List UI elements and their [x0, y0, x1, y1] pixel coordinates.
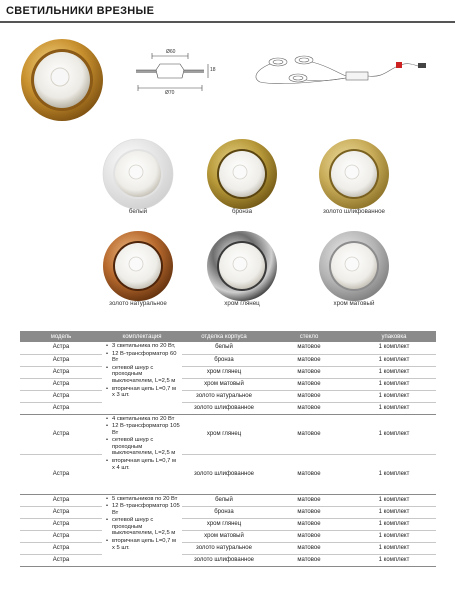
kit-item: • вторичная цепь L=0,7 м х 4 шт.	[106, 458, 180, 471]
table-row	[20, 390, 436, 402]
cell-glass: матовое	[266, 506, 352, 518]
kit-item: • 4 светильника по 20 Вт	[106, 416, 180, 423]
cell-model: Астра	[20, 402, 102, 414]
cell-model: Астра	[20, 378, 102, 390]
cell-glass: матовое	[266, 354, 352, 366]
cell-finish: белый	[182, 494, 266, 506]
table-row	[20, 378, 436, 390]
cell-model: Астра	[20, 518, 102, 530]
cell-glass: матовое	[266, 518, 352, 530]
cell-pack: 1 комплект	[352, 554, 436, 566]
cell-finish: золото шлифованное	[182, 554, 266, 566]
spec-table	[20, 331, 436, 567]
cell-pack: 1 комплект	[352, 506, 436, 518]
cell-kit-group2	[102, 414, 182, 494]
title-divider	[0, 21, 455, 23]
cell-glass: матовое	[266, 366, 352, 378]
cell-pack: 1 комплект	[352, 402, 436, 414]
cell-model: Астра	[20, 506, 102, 518]
table-row	[20, 518, 436, 530]
cell-glass: матовое	[266, 454, 352, 494]
cell-glass: матовое	[266, 554, 352, 566]
cell-pack: 1 комплект	[352, 366, 436, 378]
cell-model: Астра	[20, 554, 102, 566]
cell-kit-group1	[102, 342, 182, 414]
cell-finish: хром глянец	[182, 414, 266, 454]
table-row	[20, 454, 436, 494]
cell-pack: 1 комплект	[352, 378, 436, 390]
dimension-drawing	[132, 48, 220, 98]
kit-item: • сетевой шнур с проходным выключателем, L=2,5 м	[106, 437, 180, 457]
col-header-kit: комплектация	[102, 331, 182, 342]
dim-width-label: Ø60	[166, 49, 176, 55]
cell-model: Астра	[20, 542, 102, 554]
kit-item: • сетевой шнур с проходным выключателем, L=2,5 м	[106, 365, 180, 385]
lamp-chrome-matte	[318, 230, 390, 302]
kit-item: • 12 В-трансформатор 105 Вт	[106, 503, 180, 516]
cell-model: Астра	[20, 366, 102, 378]
cell-model: Астра	[20, 530, 102, 542]
kit-item: • вторичная цепь L=0,7 м х 3 шт.	[106, 386, 180, 399]
cell-pack: 1 комплект	[352, 530, 436, 542]
cell-pack: 1 комплект	[352, 542, 436, 554]
col-header-glass: стекло	[266, 331, 352, 342]
cell-finish: бронза	[182, 354, 266, 366]
cell-pack: 1 комплект	[352, 454, 436, 494]
cell-finish: хром матовый	[182, 530, 266, 542]
cell-glass: матовое	[266, 402, 352, 414]
cell-model: Астра	[20, 342, 102, 354]
col-header-model: модель	[20, 331, 102, 342]
kit-item: • 12 В-трансформатор 60 Вт	[106, 351, 180, 364]
table-row	[20, 542, 436, 554]
table-row	[20, 354, 436, 366]
cell-glass: матовое	[266, 378, 352, 390]
cell-pack: 1 комплект	[352, 390, 436, 402]
table-row	[20, 554, 436, 566]
cell-pack: 1 комплект	[352, 494, 436, 506]
finish-label-chrome-glossy: хром глянец	[224, 300, 260, 307]
cell-pack: 1 комплект	[352, 518, 436, 530]
cell-finish: золото натуральное	[182, 542, 266, 554]
page-title: СВЕТИЛЬНИКИ ВРЕЗНЫЕ	[6, 5, 155, 17]
table-row	[20, 414, 436, 454]
cell-pack: 1 комплект	[352, 342, 436, 354]
wiring-diagram	[248, 48, 433, 92]
lamp-bronze	[206, 138, 278, 210]
cell-finish: золото шлифованное	[182, 402, 266, 414]
table-row	[20, 506, 436, 518]
cell-glass: матовое	[266, 530, 352, 542]
lamp-chrome-glossy	[206, 230, 278, 302]
dim-height-label: 18	[210, 67, 216, 73]
kit-item: • 12 В-трансформатор 105 Вт	[106, 423, 180, 436]
finish-label-white: белый	[128, 208, 148, 215]
cell-glass: матовое	[266, 390, 352, 402]
cell-model: Астра	[20, 414, 102, 454]
kit-item: • 3 светильника по 20 Вт,	[106, 343, 180, 350]
col-header-pack: упаковка	[352, 331, 436, 342]
lamp-gold-natural	[102, 230, 174, 302]
cell-finish: бронза	[182, 506, 266, 518]
lamp-gold-brushed	[318, 138, 390, 210]
cell-model: Астра	[20, 494, 102, 506]
table-row	[20, 402, 436, 414]
cell-glass: матовое	[266, 342, 352, 354]
table-row	[20, 494, 436, 506]
table-row	[20, 366, 436, 378]
table-row	[20, 342, 436, 354]
cell-model: Астра	[20, 354, 102, 366]
cell-glass: матовое	[266, 542, 352, 554]
cell-model: Астра	[20, 454, 102, 494]
table-row	[20, 530, 436, 542]
finish-label-gold-brushed: золото шлифованное	[323, 208, 385, 215]
cell-finish: хром глянец	[182, 366, 266, 378]
col-header-finish: отделка корпуса	[182, 331, 266, 342]
hero-lamp-image	[20, 38, 104, 122]
table-header-row	[20, 331, 436, 342]
finish-label-gold-natural: золото натуральное	[109, 300, 167, 307]
kit-item: • 5 светильников по 20 Вт	[106, 496, 180, 503]
finish-label-bronze: бронза	[231, 208, 253, 215]
finish-label-chrome-matte: хром матовый	[333, 300, 375, 307]
cell-pack: 1 комплект	[352, 354, 436, 366]
cell-finish: золото шлифованное	[182, 454, 266, 494]
cell-finish: хром матовый	[182, 378, 266, 390]
lamp-white	[102, 138, 174, 210]
cell-glass: матовое	[266, 414, 352, 454]
kit-item: • вторичная цепь L=0,7 м х 5 шт.	[106, 538, 180, 551]
kit-item: • сетевой шнур с проходным выключателем, L=2,5 м	[106, 517, 180, 537]
cell-finish: белый	[182, 342, 266, 354]
cell-kit-group3	[102, 494, 182, 566]
cell-glass: матовое	[266, 494, 352, 506]
cell-finish: хром глянец	[182, 518, 266, 530]
cell-pack: 1 комплект	[352, 414, 436, 454]
cell-model: Астра	[20, 390, 102, 402]
cell-finish: золото натуральное	[182, 390, 266, 402]
dim-outer-label: Ø70	[165, 90, 175, 96]
